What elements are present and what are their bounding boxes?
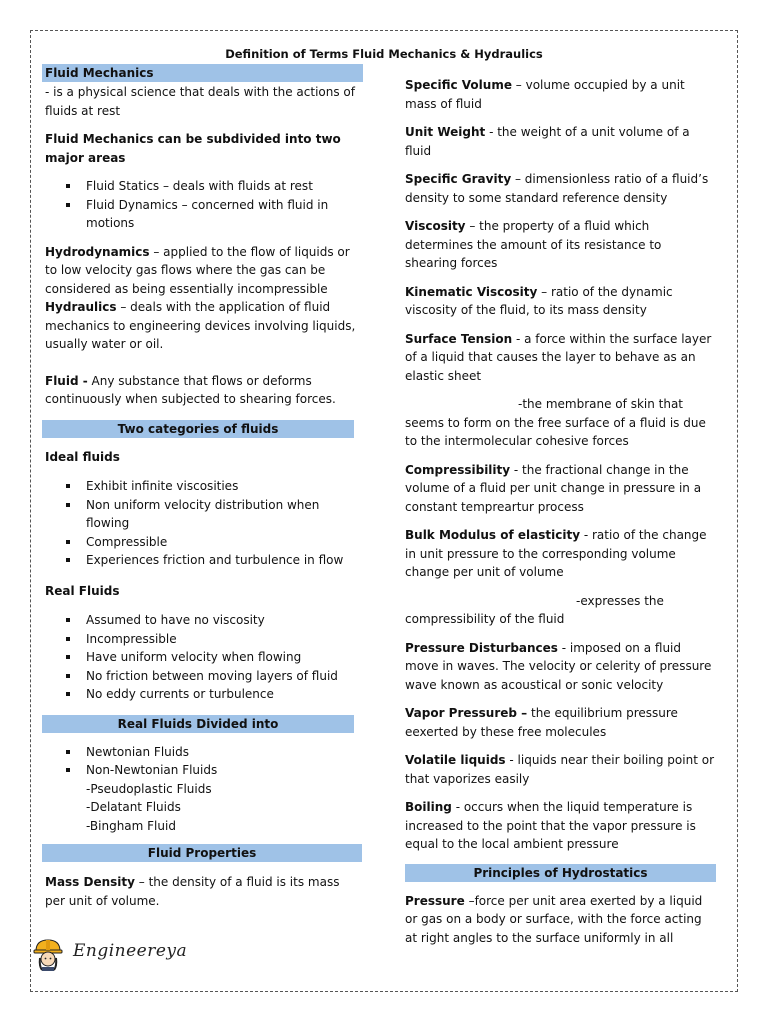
viscosity-term: Viscosity bbox=[405, 219, 466, 233]
list-item: Assumed to have no viscosity bbox=[42, 611, 362, 630]
pressure-text: –force per unit area exerted by a liquid or gas on a body or surface, with the force acting at right angles to the surface uniformly in all bbox=[405, 893, 703, 945]
bulk-modulus-text: - ratio of the change in unit pressure to the corresponding volume change per unit of volume bbox=[405, 528, 707, 579]
list-item: Experiences friction and turbulence in flow bbox=[42, 551, 362, 570]
bulk-modulus-definition-2: -expresses the compressibility of the fluid bbox=[405, 593, 664, 626]
sub-item: -Pseudoplastic Fluids bbox=[86, 781, 212, 796]
volatile-liquids-term: Volatile liquids bbox=[405, 753, 506, 767]
hydraulics-term: Hydraulics bbox=[45, 300, 117, 314]
boiling-definition bbox=[405, 798, 717, 854]
fluid-properties-header: Fluid Properties bbox=[42, 844, 362, 862]
specific-gravity-term: Specific Gravity bbox=[405, 172, 512, 186]
fluid-definition bbox=[42, 372, 362, 409]
engineer-avatar-icon bbox=[30, 936, 66, 972]
hydrodynamics-definition bbox=[42, 243, 362, 299]
hydrodynamics-text: – applied to the flow of liquids or to low velocity gas flows where the gas can be considered as being essentially incompressible bbox=[45, 244, 350, 296]
pressure-disturbances-text: - imposed on a fluid move in waves. The velocity or celerity of pressure wave known as acoustical or sonic velocity bbox=[405, 640, 712, 692]
subdivided-heading: Fluid Mechanics can be subdivided into two major areas bbox=[45, 132, 341, 165]
sub-item: -Bingham Fluid bbox=[86, 818, 176, 833]
hydrostatics-header: Principles of Hydrostatics bbox=[405, 864, 716, 882]
logo-text: Engineereya bbox=[73, 941, 188, 961]
engineereya-logo bbox=[30, 936, 220, 972]
mass-density-term: Mass Density bbox=[45, 875, 135, 889]
real-fluids-divided-list bbox=[42, 743, 362, 780]
surface-tension-definition bbox=[405, 330, 717, 386]
surface-tension-definition-2: -the membrane of skin that seems to form on the free surface of a fluid is due to the intermolecular cohesive forces bbox=[405, 397, 706, 448]
sub-item: -Delatant Fluids bbox=[86, 800, 181, 814]
mass-density-text: – the density of a fluid is its mass per unit of volume. bbox=[45, 875, 340, 908]
kinematic-viscosity-text: – ratio of the dynamic viscosity of the fluid, to its mass density bbox=[405, 284, 673, 317]
compressibility-text: - the fractional change in the volume of a fluid per unit change in pressure in a constant tempreartur process bbox=[405, 462, 702, 514]
list-item: Fluid Dynamics – concerned with fluid in motions bbox=[42, 196, 362, 233]
volatile-liquids-definition bbox=[405, 751, 717, 788]
surface-tension-text: - a force within the surface layer of a liquid that causes the layer to behave as an elastic sheet bbox=[405, 331, 712, 383]
real-fluids-heading: Real Fluids bbox=[45, 583, 120, 598]
unit-weight-text: - the weight of a unit volume of a fluid bbox=[405, 125, 690, 158]
specific-volume-definition bbox=[405, 76, 717, 113]
fluid-text: Any substance that flows or deforms continuously when subjected to shearing forces. bbox=[45, 373, 336, 406]
list-item: Have uniform velocity when flowing bbox=[42, 648, 362, 667]
hydraulics-definition bbox=[42, 298, 362, 354]
subdivided-list bbox=[42, 177, 362, 233]
compressibility-term: Compressibility bbox=[405, 462, 511, 477]
specific-volume-term: Specific Volume bbox=[405, 78, 512, 92]
list-item: Compressible bbox=[42, 533, 362, 552]
hydraulics-text: – deals with the application of fluid mechanics to engineering devices involving liquids, usually water or oil. bbox=[45, 300, 356, 351]
unit-weight-term: Unit Weight bbox=[405, 125, 486, 139]
real-fluids-list bbox=[42, 611, 362, 704]
fluid-term: Fluid - bbox=[45, 373, 88, 388]
left-column bbox=[42, 64, 362, 910]
boiling-text: - occurs when the liquid temperature is increased to the point that the vapor pressure is equal to the local ambient pressure bbox=[405, 800, 696, 851]
ideal-fluids-heading: Ideal fluids bbox=[45, 449, 120, 464]
pressure-definition bbox=[405, 892, 717, 948]
fluid-mechanics-header: Fluid Mechanics bbox=[42, 64, 363, 82]
unit-weight-definition bbox=[405, 123, 717, 160]
real-fluids-divided-header: Real Fluids Divided into bbox=[42, 715, 354, 733]
list-item: No eddy currents or turbulence bbox=[42, 685, 362, 704]
fluid-mechanics-definition: - is a physical science that deals with the actions of fluids at rest bbox=[45, 85, 355, 118]
specific-volume-text: – volume occupied by a unit mass of fluid bbox=[405, 78, 685, 111]
list-item: Non uniform velocity distribution when flowing bbox=[42, 496, 362, 533]
bulk-modulus-term: Bulk Modulus of elasticity bbox=[405, 528, 581, 542]
specific-gravity-definition bbox=[405, 170, 717, 207]
list-item: No friction between moving layers of fluid bbox=[42, 667, 362, 686]
viscosity-text: – the property of a fluid which determines the amount of its resistance to shearing forces bbox=[405, 219, 662, 270]
volatile-liquids-text: - liquids near their boiling point or that vaporizes easily bbox=[405, 753, 715, 786]
list-item: Incompressible bbox=[42, 630, 362, 649]
list-item: Fluid Statics – deals with fluids at rest bbox=[42, 177, 362, 196]
ideal-fluids-list bbox=[42, 477, 362, 570]
page-title: Definition of Terms Fluid Mechanics & Hydraulics bbox=[225, 47, 543, 61]
vapor-pressure-text: the equilibrium pressure eexerted by these free molecules bbox=[405, 706, 678, 739]
kinematic-viscosity-term: Kinematic Viscosity bbox=[405, 284, 538, 299]
compressibility-definition bbox=[405, 461, 717, 517]
two-categories-header: Two categories of fluids bbox=[42, 420, 354, 438]
surface-tension-term: Surface Tension bbox=[405, 331, 513, 346]
list-item: Non-Newtonian Fluids bbox=[42, 761, 362, 780]
pressure-disturbances-definition bbox=[405, 639, 717, 695]
viscosity-definition bbox=[405, 217, 717, 273]
vapor-pressure-definition bbox=[405, 704, 717, 741]
mass-density-definition bbox=[42, 873, 362, 910]
list-item: Exhibit infinite viscosities bbox=[42, 477, 362, 496]
boiling-term: Boiling bbox=[405, 800, 452, 814]
pressure-term: Pressure bbox=[405, 893, 465, 908]
hydrodynamics-term: Hydrodynamics bbox=[45, 244, 150, 259]
specific-gravity-text: – dimensionless ratio of a fluid’s density to some standard reference density bbox=[405, 172, 709, 205]
right-column bbox=[405, 76, 717, 947]
bulk-modulus-definition bbox=[405, 526, 717, 582]
kinematic-viscosity-definition bbox=[405, 283, 717, 320]
vapor-pressure-term: Vapor Pressureb – bbox=[405, 706, 528, 720]
list-item: Newtonian Fluids bbox=[42, 743, 362, 762]
pressure-disturbances-term: Pressure Disturbances bbox=[405, 640, 558, 655]
